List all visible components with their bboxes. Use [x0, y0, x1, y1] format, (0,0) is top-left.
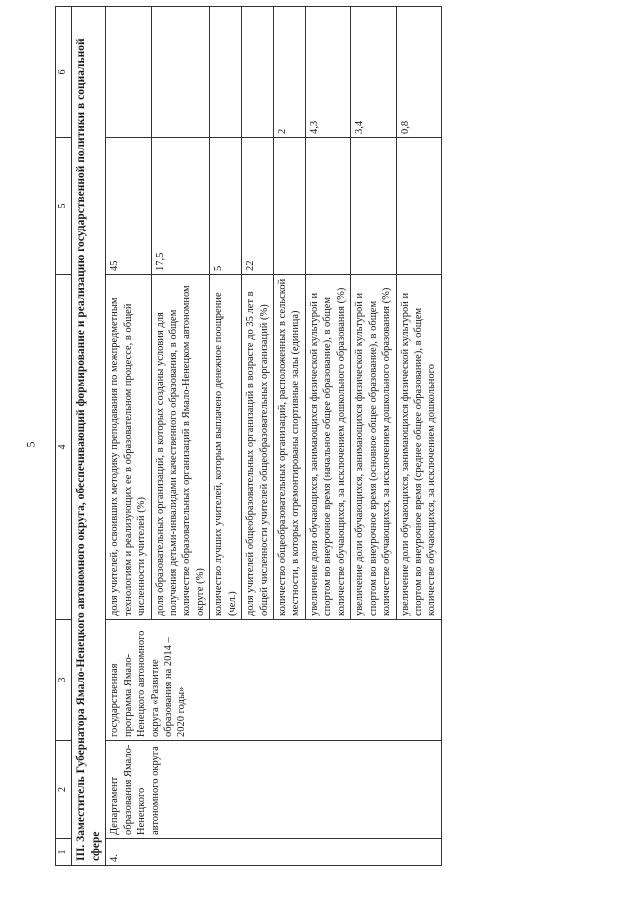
column-number: 1: [56, 839, 72, 866]
indicator-value-col5: 45: [106, 138, 151, 275]
indicator-value-col6: [151, 7, 210, 138]
indicator-value-col6: 4,3: [305, 7, 350, 138]
indicators-table: [55, 6, 442, 866]
document-table-container: [55, 37, 625, 866]
program-cell: государственная программа Ямало-Ненецкого автономного округа «Развитие образования на 2014 – 2020 годы»: [106, 620, 442, 741]
indicator-text: доля учителей общеобразовательных организаций в возрасте до 35 лет в общей численности учителей общеобразовательных организаций (%): [242, 275, 274, 620]
table-row: [106, 7, 151, 866]
entry-number: 4.: [106, 839, 442, 866]
indicator-value-col6: 0,8: [396, 7, 441, 138]
column-number: 4: [56, 275, 72, 620]
indicator-text: увеличение доли обучающихся, занимающихся физической культурой и спортом во внеурочное время (начальное общее образование), в общем количестве обучающихся, за исключением дошкольного образования (%): [305, 275, 350, 620]
department-cell: Департамент образования Ямало-Ненецкого автономного округа: [106, 741, 442, 839]
column-number: 6: [56, 7, 72, 138]
indicator-value-col6: [106, 7, 151, 138]
indicator-value-col5: [351, 138, 396, 275]
section-header-row: [71, 7, 105, 866]
indicator-value-col5: 5: [210, 138, 242, 275]
indicator-text: увеличение доли обучающихся, занимающихся физической культурой и спортом во внеурочное время (основное общее образование), в общем количестве обучающихся, за исключением дошкольного образования (%): [351, 275, 396, 620]
column-number-row: [56, 7, 72, 866]
column-number: 3: [56, 620, 72, 741]
indicator-value-col5: 17,5: [151, 138, 210, 275]
indicator-value-col5: [274, 138, 306, 275]
indicator-value-col5: 22: [242, 138, 274, 275]
section-title: III. Заместитель Губернатора Ямало-Ненецкого автономного округа, обеспечивающий формирование и реализацию государственной политики в социальной сфере: [71, 7, 105, 866]
indicator-value-col5: [305, 138, 350, 275]
indicator-text: количество лучших учителей, которым выплачено денежное поощрение (чел.): [210, 275, 242, 620]
indicator-value-col6: 2: [274, 7, 306, 138]
indicator-text: увеличение доли обучающихся, занимающихся физической культурой и спортом во внеурочное время (среднее общее образование), в общем количестве обучающихся, за исключением дошкольного: [396, 275, 441, 620]
indicator-value-col5: [396, 138, 441, 275]
indicator-value-col6: [210, 7, 242, 138]
indicator-value-col6: 3,4: [351, 7, 396, 138]
indicator-text: доля образовательных организаций, в которых созданы условия для получения детьми-инвалидами качественного образования, в общем количестве образовательных организаций в Ямало-Ненецком автономном округе (%): [151, 275, 210, 620]
page-number: 5: [23, 441, 38, 448]
indicator-value-col6: [242, 7, 274, 138]
indicator-text: количество общеобразовательных организаций, расположенных в сельской местности, в которых отремонтированы спортивные залы (единица): [274, 275, 306, 620]
column-number: 5: [56, 138, 72, 275]
column-number: 2: [56, 741, 72, 839]
indicator-text: доля учителей, освоивших методику преподавания по межпредметным технологиям и реализующих ее в образовательном процессе, в общей численности учителей (%): [106, 275, 151, 620]
